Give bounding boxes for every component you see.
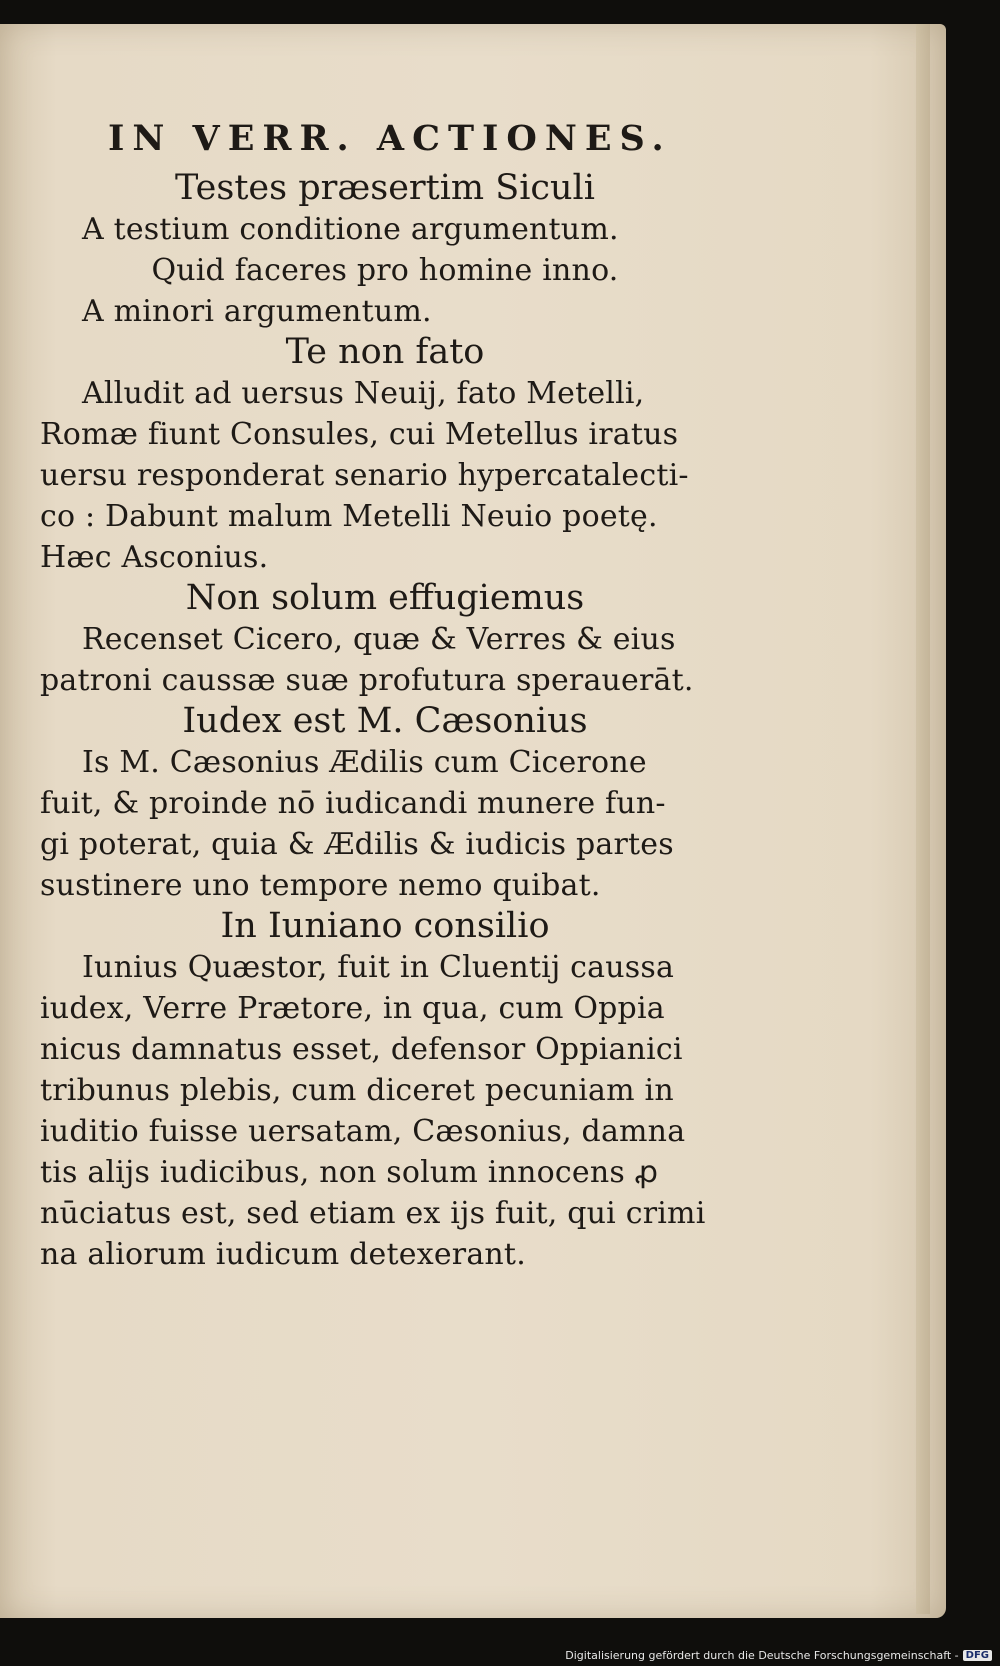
- lemma-heading: Te non fato: [285, 332, 485, 372]
- lemma-heading: Testes præsertim Siculi: [175, 168, 595, 208]
- commentary-line: uersu responderat senario hypercatalecti-: [40, 458, 689, 493]
- commentary-line: nicus damnatus esset, defensor Oppianici: [40, 1032, 683, 1067]
- commentary-line: co : Dabunt malum Metelli Neuio poetę.: [40, 499, 658, 534]
- commentary-line: Hæc Asconius.: [40, 540, 269, 575]
- commentary-line: fuit, & proinde nō iudicandi munere fun-: [40, 786, 666, 821]
- commentary-line: Recenset Cicero, quæ & Verres & eius: [82, 622, 676, 657]
- commentary-line: Quid faceres pro homine inno.: [151, 253, 619, 288]
- commentary-line: Iunius Quæstor, fuit in Cluentij caussa: [82, 950, 675, 985]
- credit-text: Digitalisierung gefördert durch die Deutsche Forschungsgemeinschaft -: [565, 1649, 959, 1662]
- commentary-line: iudex, Verre Prætore, in qua, cum Oppia: [40, 991, 665, 1026]
- commentary-line: A minori argumentum.: [82, 294, 432, 329]
- commentary-line: Is M. Cæsonius Ædilis cum Cicerone: [82, 745, 647, 780]
- commentary-line: patroni caussæ suæ profutura sperauerāt.: [40, 663, 694, 698]
- commentary-line: tribunus plebis, cum diceret pecuniam in: [40, 1073, 674, 1108]
- commentary-sections: [40, 168, 730, 1275]
- commentary-line: sustinere uno tempore nemo quibat.: [40, 868, 601, 903]
- commentary-line: na aliorum iudicum detexerant.: [40, 1237, 526, 1272]
- lemma-heading: In Iuniano consilio: [220, 906, 550, 946]
- commentary-line: tis alijs iudicibus, non solum innocens ꝓ: [40, 1155, 659, 1190]
- digitization-credit: [565, 1649, 992, 1662]
- commentary-line: gi poterat, quia & Ædilis & iudicis partes: [40, 827, 674, 862]
- running-head: IN VERR. ACTIONES.: [108, 118, 672, 159]
- page-edge: [916, 24, 930, 1614]
- text-block: [40, 118, 730, 1275]
- commentary-line: A testium conditione argumentum.: [82, 212, 619, 247]
- dfg-logo: DFG: [963, 1650, 992, 1661]
- lemma-heading: Iudex est M. Cæsonius: [182, 701, 588, 741]
- commentary-line: Romæ fiunt Consules, cui Metellus iratus: [40, 417, 679, 452]
- commentary-line: Alludit ad uersus Neuij, fato Metelli,: [82, 376, 645, 411]
- commentary-line: iuditio fuisse uersatam, Cæsonius, damna: [40, 1114, 686, 1149]
- commentary-line: nūciatus est, sed etiam ex ijs fuit, qui crimi: [40, 1196, 706, 1231]
- lemma-heading: Non solum effugiemus: [185, 578, 585, 618]
